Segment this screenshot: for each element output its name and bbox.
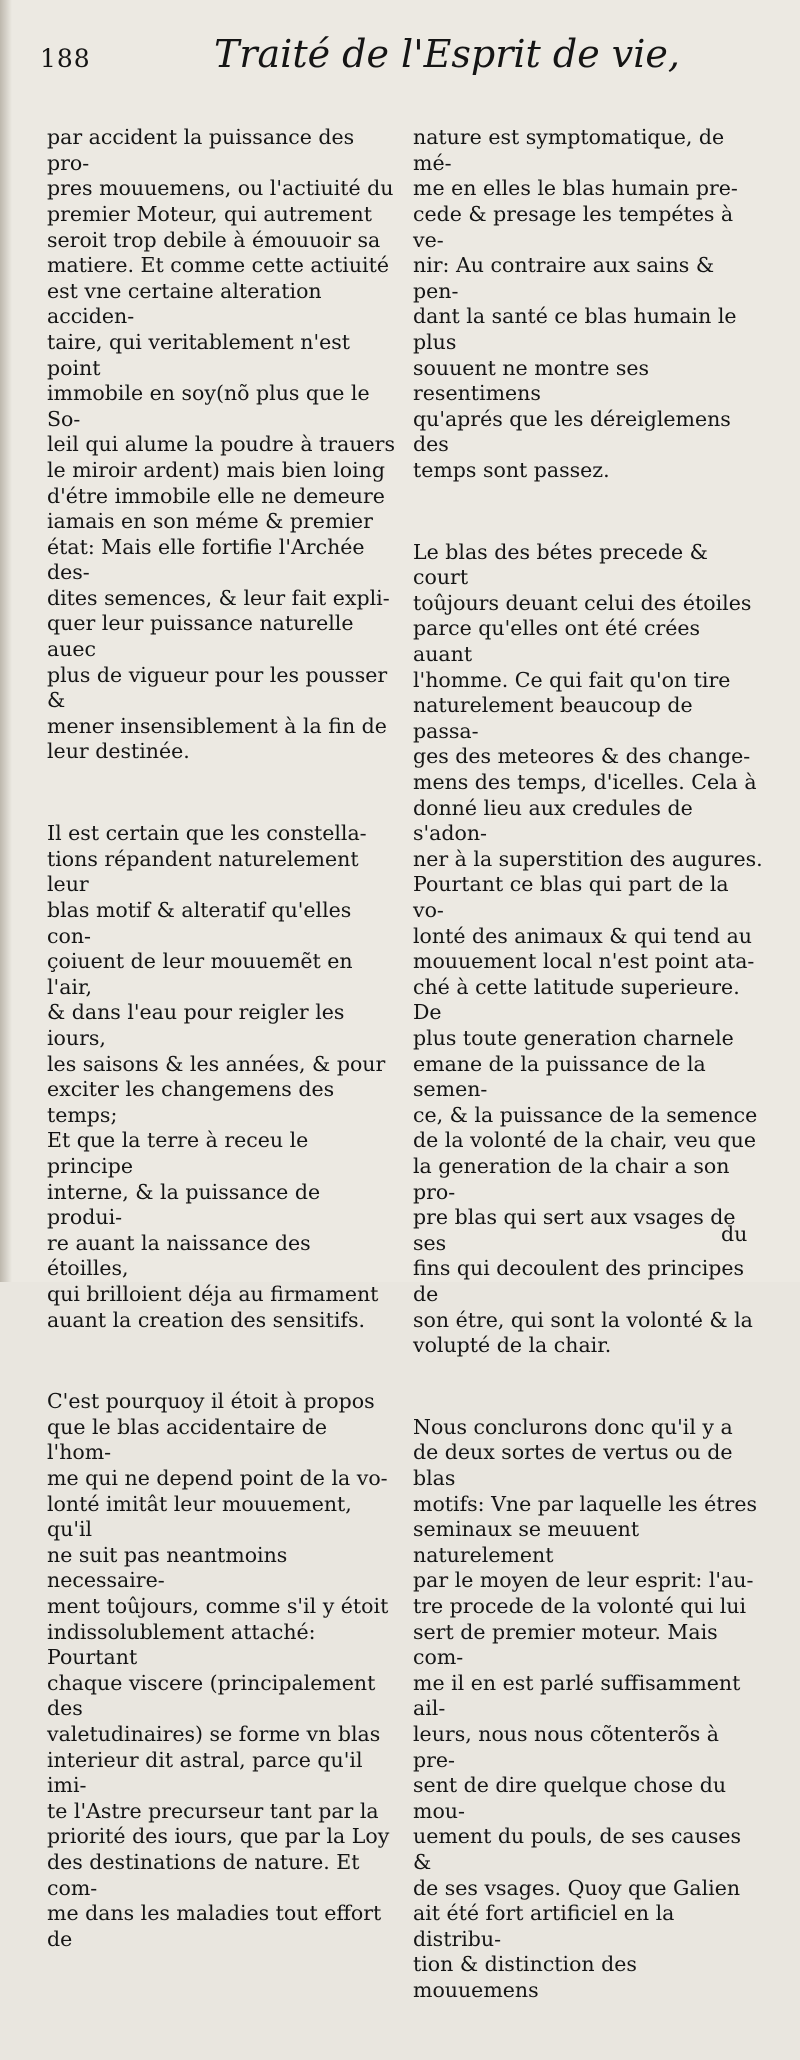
page-header xyxy=(0,22,800,82)
left-column xyxy=(47,74,395,1951)
paragraph: Nous conclurons donc qu'il y a de deux sortes de vertus ou de blas motifs: Vne par laquelle les étres seminaux se meuuent naturelement par le moyen de leur esprit: l'au- tre procede de la volonté qui lui sert de premier moteur. Mais com- me il en est parlé suffisamment ail- leurs, nous nous cõtenterõs à pre- sent de dire quelque chose du mou- uement du pouls, de ses causes & de ses vsages. Quoy que Galien ait été fort artificiel en la distribu- tion & distinction des mouuemens xyxy=(413,1414,757,2002)
page-number: 188 xyxy=(40,44,91,73)
paragraph: nature est symptomatique, de mé- me en elles le blas humain pre- cede & presage les tempétes à ve- nir: Au contraire aux sains & pen- dant la santé ce blas humain le plus souuent ne montre ses resentimens qu'aprés que les déreiglemens des temps sont passez. xyxy=(413,125,738,482)
catchword: du xyxy=(721,1222,748,1246)
paragraph: par accident la puissance des pro- pres mouuemens, ou l'actiuité du premier Moteur, qui autrement seroit trop debile à émouuoir sa matiere. Et comme cette actiuité est vne certaine alteration acciden- taire, qui veritablement n'est point immobile en soy(nõ plus que le So- leil qui alume la poudre à trauers le miroir ardent) mais bien loing d'étre immobile elle ne demeure iamais en son méme & premier état: Mais elle fortifie l'Archée des- dites semences, & leur fait expli- quer leur puissance naturelle auec plus de vigueur pour les pousser & mener insensiblement à la fin de leur destinée. xyxy=(47,125,395,764)
paragraph: C'est pourquoy il étoit à propos que le blas accidentaire de l'hom- me qui ne depend point de la vo- lonté imitât leur mouuement, qu'il ne suit pas neantmoins necessaire- ment toûjours, comme s'il y étoit indissolublement attaché: Pourtant chaque viscere (principalement des valetudinaires) se forme vn blas interieur dit astral, parce qu'il imi- te l'Astre precurseur tant par la priorité des iours, que par la Loy des destinations de nature. Et com- me dans les maladies tout effort de xyxy=(47,1389,390,1951)
right-column xyxy=(413,74,763,2002)
paragraph: Le blas des bétes precede & court toûjours deuant celui des étoiles parce qu'elles ont été crées auant l'homme. Ce qui fait qu'on tire naturelement beaucoup de passa- ges des meteores & des change- mens des temps, d'icelles. Cela à donné lieu aux credules de s'adon- ner à la superstition des augures. Pourtant ce blas qui part de la vo- lonté des animaux & qui tend au mouuement local n'est point ata- ché à cette latitude superieure. De plus toute generation charnele emane de la puissance de la semen- ce, & la puissance de la semence de la volonté de la chair, veu que la generation de la chair a son pro- pre blas qui sert aux vsages de ses fins qui decoulent des principes de son étre, qui sont la volonté & la volupté de la chair. xyxy=(413,539,763,1358)
running-title: Traité de l'Esprit de vie, xyxy=(214,32,680,76)
paragraph: Il est certain que les constella- tions répandent naturelement leur blas motif & alteratif qu'elles con- çoiuent de leur mouuemẽt en l'air, & dans l'eau pour reigler les iours, les saisons & les années, & pour exciter les changemens des temps; Et que la terre à receu le principe interne, & la puissance de produi- re auant la naissance des étoilles, qui brilloient déja au firmament auant la creation des sensitifs. xyxy=(47,821,386,1332)
